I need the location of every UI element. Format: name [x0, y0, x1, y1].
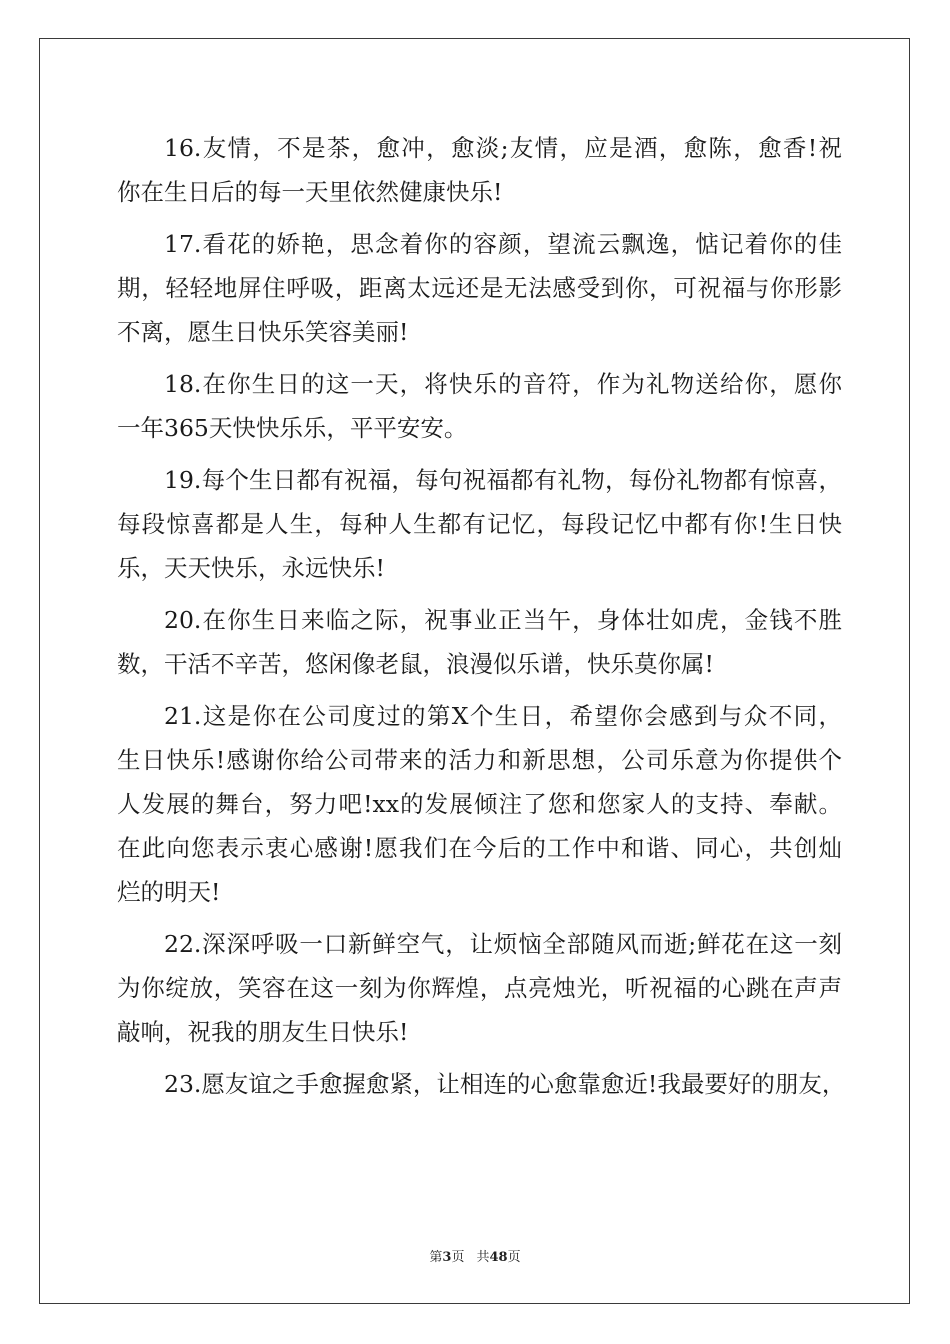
paragraph-line: 22.深深呼吸一口新鲜空气，让烦恼全部随风而逝;鲜花在这一刻 — [164, 930, 842, 958]
paragraph — [117, 1062, 846, 1106]
paragraph — [117, 362, 842, 450]
paragraph-line: 为你绽放，笑容在这一刻为你辉煌，点亮烛光，听祝福的心跳在声声 — [117, 974, 842, 1002]
paragraph-line: 19.每个生日都有祝福，每句祝福都有礼物，每份礼物都有惊喜， — [164, 466, 842, 494]
paragraph-line: 乐，天天快乐，永远快乐! — [117, 554, 385, 582]
page-footer — [0, 1246, 950, 1265]
paragraph-line: 生日快乐!感谢你给公司带来的活力和新思想，公司乐意为你提供个 — [117, 746, 842, 774]
paragraph-line: 每段惊喜都是人生，每种人生都有记忆，每段记忆中都有你!生日快 — [117, 510, 842, 538]
paragraph-line: 烂的明天! — [117, 878, 221, 906]
footer-page-suffix: 页 — [451, 1250, 465, 1265]
footer-total-pages: 48 — [489, 1250, 508, 1265]
paragraph-line: 20.在你生日来临之际，祝事业正当午，身体壮如虎，金钱不胜 — [164, 606, 842, 634]
paragraph — [117, 598, 842, 686]
paragraph — [117, 694, 842, 914]
paragraph-line: 16.友情，不是茶，愈冲，愈淡;友情，应是酒，愈陈，愈香!祝 — [164, 134, 842, 162]
paragraph — [117, 458, 842, 590]
paragraph — [117, 222, 842, 354]
paragraph-line: 期，轻轻地屏住呼吸，距离太远还是无法感受到你，可祝福与你形影 — [117, 274, 842, 302]
paragraph-line: 18.在你生日的这一天，将快乐的音符，作为礼物送给你，愿你 — [164, 370, 842, 398]
paragraph-line: 17.看花的娇艳，思念着你的容颜，望流云飘逸，惦记着你的佳 — [164, 230, 842, 258]
paragraph-line: 21.这是你在公司度过的第X个生日，希望你会感到与众不同， — [164, 702, 842, 730]
paragraph-line: 数，干活不辛苦，悠闲像老鼠，浪漫似乐谱，快乐莫你属! — [117, 650, 714, 678]
footer-page-number: 3 — [442, 1250, 452, 1265]
footer-total-prefix: 共 — [476, 1250, 490, 1265]
paragraph — [117, 126, 842, 214]
paragraph-line: 在此向您表示衷心感谢!愿我们在今后的工作中和谐、同心，共创灿 — [117, 834, 842, 862]
footer-page-prefix: 第 — [429, 1250, 443, 1265]
footer-total-suffix: 页 — [507, 1250, 521, 1265]
paragraph-line: 人发展的舞台，努力吧!xx的发展倾注了您和您家人的支持、奉献。 — [117, 790, 842, 818]
paragraph-line: 你在生日后的每一天里依然健康快乐! — [117, 178, 503, 206]
document-body — [117, 126, 846, 1114]
paragraph-line: 一年365天快快乐乐，平平安安。 — [117, 414, 468, 442]
paragraph-line: 敲响，祝我的朋友生日快乐! — [117, 1018, 409, 1046]
paragraph-line: 不离，愿生日快乐笑容美丽! — [117, 318, 409, 346]
paragraph — [117, 922, 842, 1054]
paragraph-line: 23.愿友谊之手愈握愈紧，让相连的心愈靠愈近!我最要好的朋友， — [164, 1070, 846, 1098]
